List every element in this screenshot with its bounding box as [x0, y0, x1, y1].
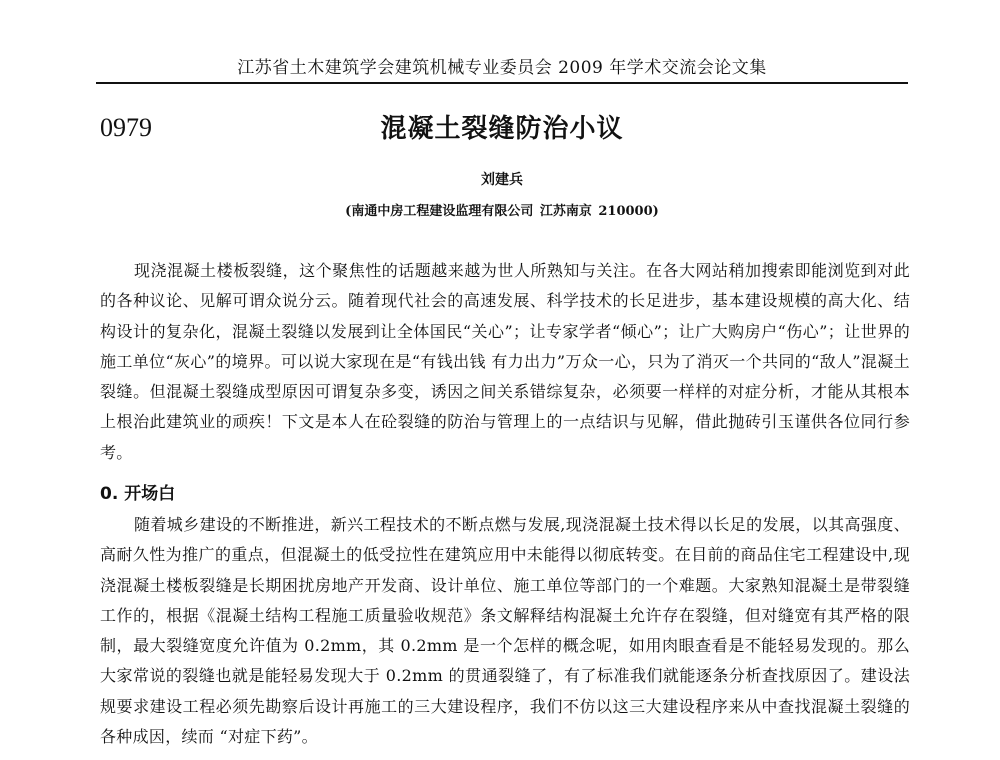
paper-title: 混凝土裂缝防治小议 [380, 114, 624, 144]
section-heading: 0. 开场白 [100, 484, 176, 504]
running-header: 江苏省土木建筑学会建筑机械专业委员会 2009 年学术交流会论文集 [237, 58, 767, 78]
paper-number: 0979 [100, 113, 152, 142]
intro-paragraph: 现浇混凝土楼板裂缝，这个聚焦性的话题越来越为世人所熟知与关注。在各大网站稍加搜索即能浏览到对此的各种议论、见解可谓众说分云。随着现代社会的高速发展、科学技术的长足进步，基本建设规模的高大化、结构设计的复杂化，混凝土裂缝以发展到让全体国民“关心”；让专家学者“倾心”；让广大购房户“伤心”；让世界的施工单位“灰心”的境界。可以说大家现在是“有钱出钱 有力出力”万众一心，只为了消灭一个共同的“敌人”混凝土裂缝。但混凝土裂缝成型原因可谓复杂多变，诱因之间关系错综复杂，必须要一样样的对症分析，才能从其根本上根治此建筑业的顽疾！下文是本人在砼裂缝的防治与管理上的一点结识与见解，借此抛砖引玉谨供各位同行参考。 [100, 261, 910, 462]
author-name: 刘建兵 [481, 172, 523, 188]
section-paragraph: 随着城乡建设的不断推进，新兴工程技术的不断点燃与发展,现浇混凝土技术得以长足的发展，以其高强度、高耐久性为推广的重点，但混凝土的低受拉性在建筑应用中未能得以彻底转变。在目前的商品住宅工程建设中,现浇混凝土楼板裂缝是长期困扰房地产开发商、设计单位、施工单位等部门的一个难题。大家熟知混凝土是带裂缝工作的，根据《混凝土结构工程施工质量验收规范》条文解释结构混凝土允许存在裂缝，但对缝宽有其严格的限制，最大裂缝宽度允许值为 0.2mm，其 0.2mm 是一个怎样的概念呢，如用肉眼查看是不能轻易发现的。那么大家常说的裂缝也就是能轻易发现大于 0.2mm 的贯通裂缝了，有了标准我们就能逐条分析查找原因了。建设法规要求建设工程必须先勘察后设计再施工的三大建设程序，我们不仿以这三大建设程序来从中查找混凝土裂缝的各种成因，续而 “对症下药”。 [100, 515, 910, 747]
header-rule [96, 82, 908, 84]
author-affiliation: (南通中房工程建设监理有限公司 江苏南京 210000) [345, 204, 659, 219]
